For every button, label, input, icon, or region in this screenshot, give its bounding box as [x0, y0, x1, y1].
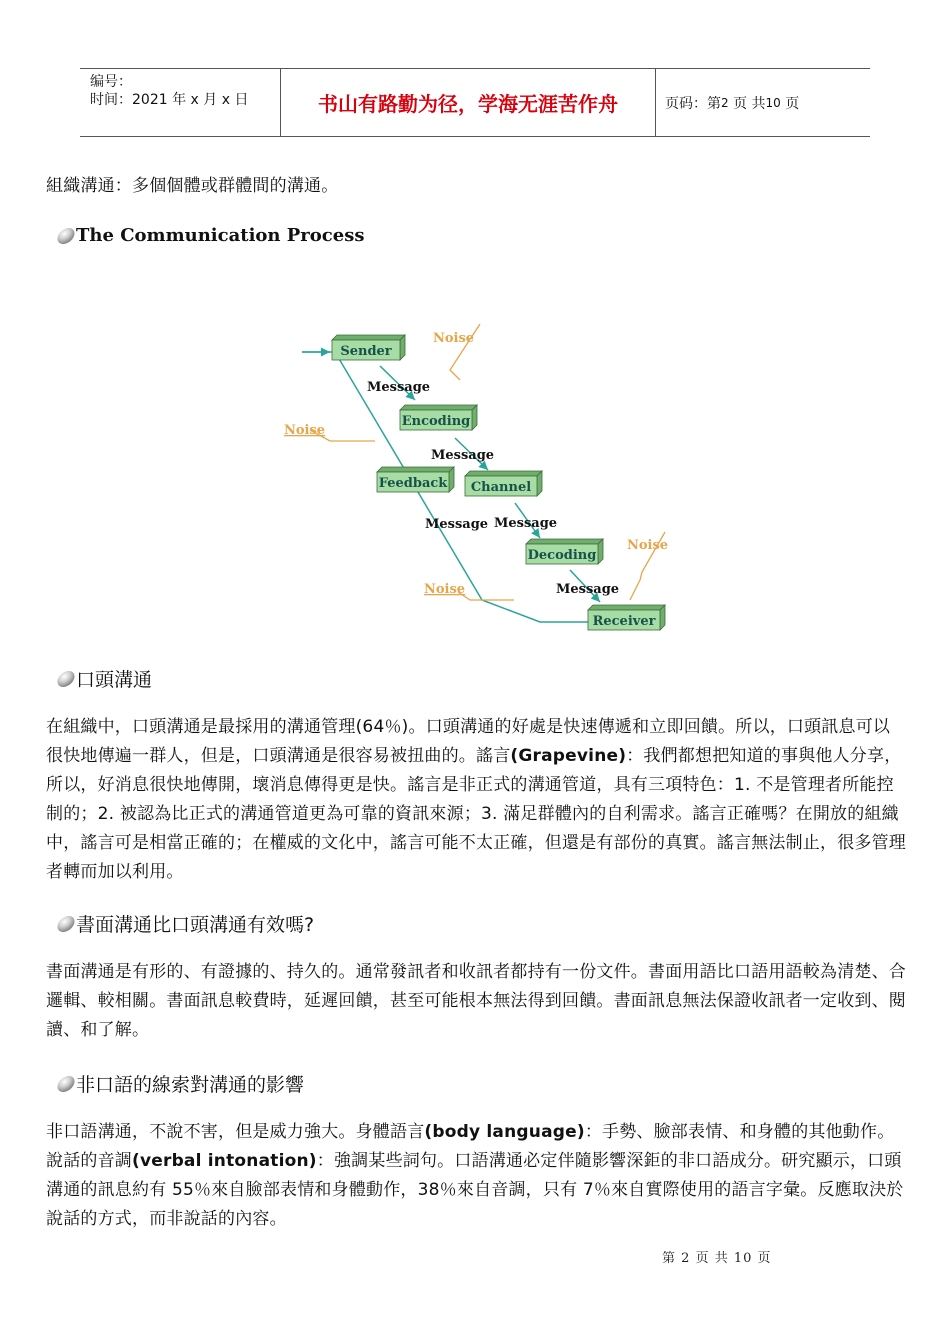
page-header	[80, 68, 870, 137]
box-top-face	[526, 539, 603, 544]
body-language-term: (body language)	[424, 1122, 585, 1142]
box-side-face	[537, 471, 542, 496]
box-side-face	[449, 467, 454, 492]
box-side-face	[400, 335, 405, 360]
box-top-face	[465, 471, 542, 476]
written-paragraph: 書面溝通是有形的、有證據的、持久的。通常發訊者和收訊者都持有一份文件。書面用語比口語用語較為清楚、合邏輯、較相關。書面訊息較費時，延遲回饋，甚至可能根本無法得到回饋。書面訊息無法保證收訊者一定收到、閱讀、和了解。	[46, 962, 906, 1040]
communication-process-diagram	[270, 310, 690, 650]
section-title: 非口語的線索對溝通的影響	[76, 1074, 305, 1096]
noise-label: Noise	[284, 423, 326, 438]
channel-box	[465, 471, 542, 496]
header-page-num: 2	[721, 95, 729, 110]
bullet-icon	[55, 1076, 77, 1092]
nonverbal-text-1: 非口語溝通，不說不害，但是威力強大。身體語言	[46, 1122, 425, 1142]
message-label: Message	[367, 380, 431, 395]
header-motto: 书山有路勤为径，学海无涯苦作舟	[280, 69, 656, 136]
box-top-face	[588, 605, 665, 610]
header-meta	[80, 69, 280, 136]
footer-mid: 页 共	[695, 1251, 729, 1266]
message-label: Message	[425, 517, 489, 532]
header-page-prefix: 页码：第	[665, 95, 721, 112]
message-label: Message	[494, 516, 558, 531]
nonverbal-paragraph	[46, 1118, 906, 1234]
section-heading-written	[58, 910, 314, 937]
box-side-face	[472, 405, 477, 430]
header-page-info	[655, 69, 870, 136]
noise-label: Noise	[433, 331, 475, 346]
message-label: Message	[431, 448, 495, 463]
header-number-label: 编号：	[90, 74, 132, 90]
encoding-box	[400, 405, 477, 430]
nonverbal-text-2: ：手勢、臉部表情、和身體的其他動作。說話的音調	[46, 1122, 895, 1171]
oral-grapevine-term: (Grapevine)	[510, 746, 627, 766]
receiver-box	[588, 605, 665, 630]
box-side-face	[598, 539, 603, 564]
footer-prefix: 第	[662, 1251, 677, 1266]
footer-suffix: 页	[757, 1251, 772, 1266]
box-top-face	[332, 335, 405, 340]
section-heading-oral	[58, 665, 152, 692]
page-footer	[662, 1247, 772, 1266]
footer-page-total: 10	[733, 1251, 753, 1266]
section-title: 口頭溝通	[76, 669, 153, 691]
bullet-icon	[55, 228, 77, 244]
footer-page-num: 2	[681, 1251, 691, 1266]
bullet-icon	[55, 916, 77, 932]
channel-label: Channel	[470, 480, 532, 495]
receiver-label: Receiver	[592, 614, 656, 629]
header-page-mid: 页 共	[733, 95, 766, 112]
noise-label: Noise	[627, 538, 669, 553]
section-title: 書面溝通比口頭溝通有效嗎?	[76, 914, 315, 936]
decoding-box	[526, 539, 603, 564]
encoding-label: Encoding	[401, 414, 471, 429]
box-top-face	[400, 405, 477, 410]
verbal-intonation-term: (verbal intonation)	[132, 1151, 317, 1171]
feedback-box	[377, 467, 454, 492]
noise-label: Noise	[424, 582, 466, 597]
header-page-total: 10	[765, 95, 781, 110]
message-label: Message	[556, 582, 620, 597]
section-title: The Communication Process	[76, 225, 365, 246]
box-top-face	[377, 467, 454, 472]
header-time-label: 时间：2021 年 x 月 x 日	[90, 92, 249, 108]
oral-text-2: ：我們都想把知道的事與他人分享，所以，好消息很快地傳開，壞消息傳得更是快。謠言是非正式的溝通管道，具有三項特色：1. 不是管理者所能控制的；2. 被認為比正式的溝通管道更為可靠的資訊來源；3. 滿足群體內的自利需求。謠言正確嗎？在開放的組織中，謠言可是相當正確的；在權威的文化中，謠言可能不太正確，但還是有部份的真實。謠言無法制止，很多管理者轉而加以利用。	[46, 746, 906, 882]
decoding-label: Decoding	[527, 548, 597, 563]
oral-paragraph	[46, 713, 906, 887]
section-heading-communication-process	[58, 225, 364, 246]
section-heading-nonverbal	[58, 1070, 304, 1097]
box-side-face	[660, 605, 665, 630]
header-page-suffix: 页	[785, 95, 800, 112]
intro-paragraph: 組織溝通：多個個體或群體間的溝通。	[46, 176, 339, 196]
feedback-label: Feedback	[378, 476, 448, 491]
oral-text-1: 在組織中，口頭溝通是最採用的溝通管理(64％)。口頭溝通的好處是快速傳遞和立即回饋。所以，口頭訊息可以很快地傳遍一群人，但是，口頭溝通是很容易被扭曲的。謠言	[46, 717, 891, 766]
bullet-icon	[55, 671, 77, 687]
nonverbal-text-3: ：強調某些詞句。口語溝通必定伴隨影響深鉅的非口語成分。研究顯示，口頭溝通的訊息約有 55％來自臉部表情和身體動作，38％來自音調，只有 7％來自實際使用的語言字彙。反應取決於說話的方式，而非說話的內容。	[46, 1151, 904, 1229]
noise-mark	[458, 592, 514, 600]
sender-label: Sender	[340, 344, 392, 359]
sender-box	[332, 335, 405, 360]
